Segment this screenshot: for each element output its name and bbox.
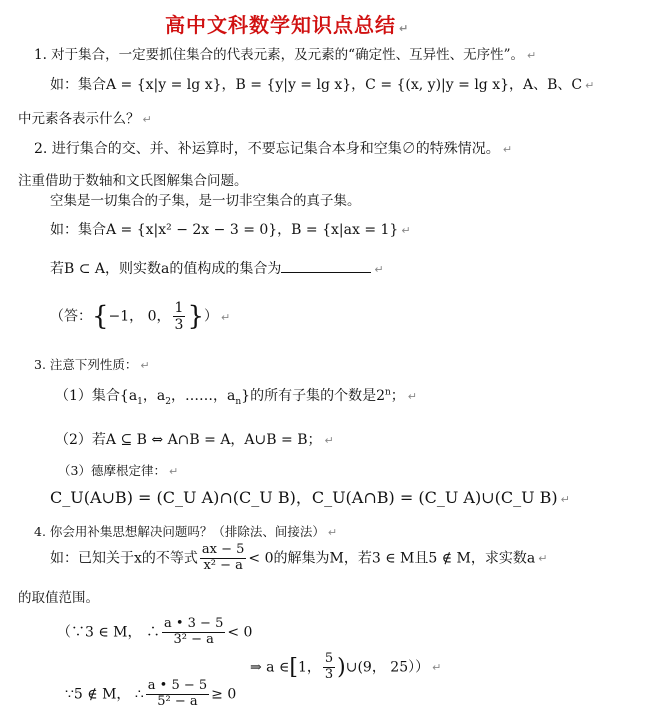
fraction-numerator: a • 5 − 5 (147, 678, 208, 693)
s2-intro (34, 138, 512, 158)
answer-set: −1， 0， (108, 308, 171, 325)
result-end: ） (415, 659, 430, 676)
p1-mid: ，a (142, 388, 166, 404)
paragraph-mark: ↵ (401, 224, 411, 237)
title-text: 高中文科数学知识点总结 (165, 13, 396, 37)
p1-end: ； (390, 388, 405, 404)
s2-example-text: 如：集合A = {x|x² − 2x − 3 = 0}，B = {x|ax = 1} (50, 222, 399, 238)
result-int1: 1， (297, 659, 321, 676)
paragraph-mark: ↵ (560, 493, 570, 506)
paragraph-mark: ↵ (538, 552, 548, 566)
result-union: ∪(9， 25） (345, 659, 416, 676)
fraction-denominator: 3 (174, 317, 184, 334)
fraction-numerator: 5 (324, 651, 334, 666)
p1-dots: ，……，a (171, 388, 236, 404)
paragraph-mark: ↵ (374, 263, 384, 276)
fraction-denominator: x² − a (203, 557, 243, 573)
s3-intro-text: 3. 注意下列性质： (34, 357, 138, 372)
demorgan-formula: C_U(A∪B) = (C_U A)∩(C_U B)，C_U(A∩B) = (C_U A)∪(C_U B) (50, 488, 558, 507)
left-brace: { (92, 301, 109, 332)
s1-example (50, 74, 594, 94)
answer-fraction (173, 300, 186, 333)
s3-demorgan (50, 485, 570, 508)
s4-result (250, 652, 441, 683)
s3-p1 (55, 385, 417, 407)
s2-question (50, 258, 384, 278)
s2-intro-text: 2. 进行集合的交、并、补运算时，不要忘记集合本身和空集∅的特殊情况。 (34, 141, 500, 157)
paragraph-mark: ↵ (399, 22, 410, 35)
paragraph-mark: ↵ (142, 113, 152, 126)
left-bracket: [ (289, 654, 298, 680)
inequality-fraction (200, 543, 247, 574)
paragraph-mark: ↵ (168, 465, 179, 478)
sup-n: n (384, 387, 391, 398)
page-title (165, 9, 409, 38)
s3-p3 (58, 461, 178, 479)
p3-label: （3）德摩根定律： (58, 463, 166, 478)
s4-intro-text: 4. 你会用补集思想解决问题吗？（排除法、间接法） (34, 524, 325, 539)
s2-answer (50, 300, 230, 333)
fraction-numerator: 1 (174, 300, 184, 316)
answer-suffix: ） (204, 308, 219, 325)
fraction-denominator: 3² − a (173, 631, 214, 647)
s1-intro (34, 43, 536, 63)
paragraph-mark: ↵ (327, 526, 338, 539)
result-pre: ⇒ a ∈ (250, 659, 290, 676)
s1-question-text: 中元素各表示什么？ (18, 111, 140, 127)
s2-note-text: 注重借助于数轴和文氏图解集合问题。 (18, 173, 248, 189)
fraction-denominator: 5² − a (157, 693, 198, 709)
s4-range (18, 586, 99, 606)
s4-intro (34, 522, 337, 540)
answer-blank (281, 258, 371, 273)
p1-prefix: （1）集合{a (55, 388, 138, 404)
s4-cond1 (57, 617, 252, 648)
s3-p2 (55, 429, 334, 449)
fraction-numerator: a • 3 − 5 (163, 616, 224, 631)
s2-empty (50, 189, 361, 209)
s2-question-text: 若B ⊂ A，则实数a的值构成的集合为 (50, 261, 282, 277)
fraction-numerator: ax − 5 (201, 542, 245, 557)
s1-example-text: 如：集合A = {x|y = lg x}，B = {y|y = lg x}，C = {(x, y)|y = lg x}，A、B、C (50, 77, 583, 93)
fraction-denominator: 3 (324, 666, 334, 682)
paragraph-mark: ↵ (526, 49, 537, 62)
s2-example (50, 219, 411, 239)
sub-2: 2 (165, 396, 171, 407)
sub-n: n (235, 396, 242, 407)
example-post: < 0的解集为M，若3 ∈ M且5 ∉ M，求实数a (248, 550, 536, 567)
sub-1: 1 (137, 396, 143, 407)
cond2-fraction (146, 679, 209, 710)
range-text: 的取值范围。 (18, 590, 99, 606)
right-brace: } (187, 301, 205, 332)
paragraph-mark: ↵ (585, 79, 595, 92)
s1-question (18, 107, 152, 127)
right-paren: ) (337, 654, 346, 680)
cond2-pre: ∵5 ∉ M， ∴ (65, 686, 144, 703)
paragraph-mark: ↵ (407, 390, 417, 403)
cond1-post: < 0 (227, 624, 253, 641)
result-fraction (323, 652, 335, 683)
p1-suffix: }的所有子集的个数是2 (241, 388, 385, 404)
s2-note (18, 169, 248, 189)
paragraph-mark: ↵ (140, 359, 150, 372)
paragraph-mark: ↵ (432, 661, 442, 675)
s1-intro-text: 1. 对于集合，一定要抓住集合的代表元素，及元素的“确定性、互异性、无序性”。 (34, 47, 524, 63)
s4-cond2 (65, 679, 236, 710)
answer-prefix: （答： (50, 308, 92, 325)
paragraph-mark: ↵ (221, 310, 231, 324)
p2-text: （2）若A ⊆ B ⇔ A∩B = A，A∪B = B； (55, 432, 322, 448)
s4-example (50, 543, 547, 574)
cond1-fraction (162, 617, 225, 648)
s3-intro (34, 355, 150, 373)
s2-empty-text: 空集是一切集合的子集，是一切非空集合的真子集。 (50, 193, 361, 209)
paragraph-mark: ↵ (324, 434, 334, 447)
cond2-post: ≥ 0 (211, 686, 237, 703)
example-pre: 如：已知关于x的不等式 (50, 550, 198, 567)
paragraph-mark: ↵ (502, 143, 513, 156)
cond1-pre: （∵3 ∈ M， ∴ (57, 624, 160, 641)
